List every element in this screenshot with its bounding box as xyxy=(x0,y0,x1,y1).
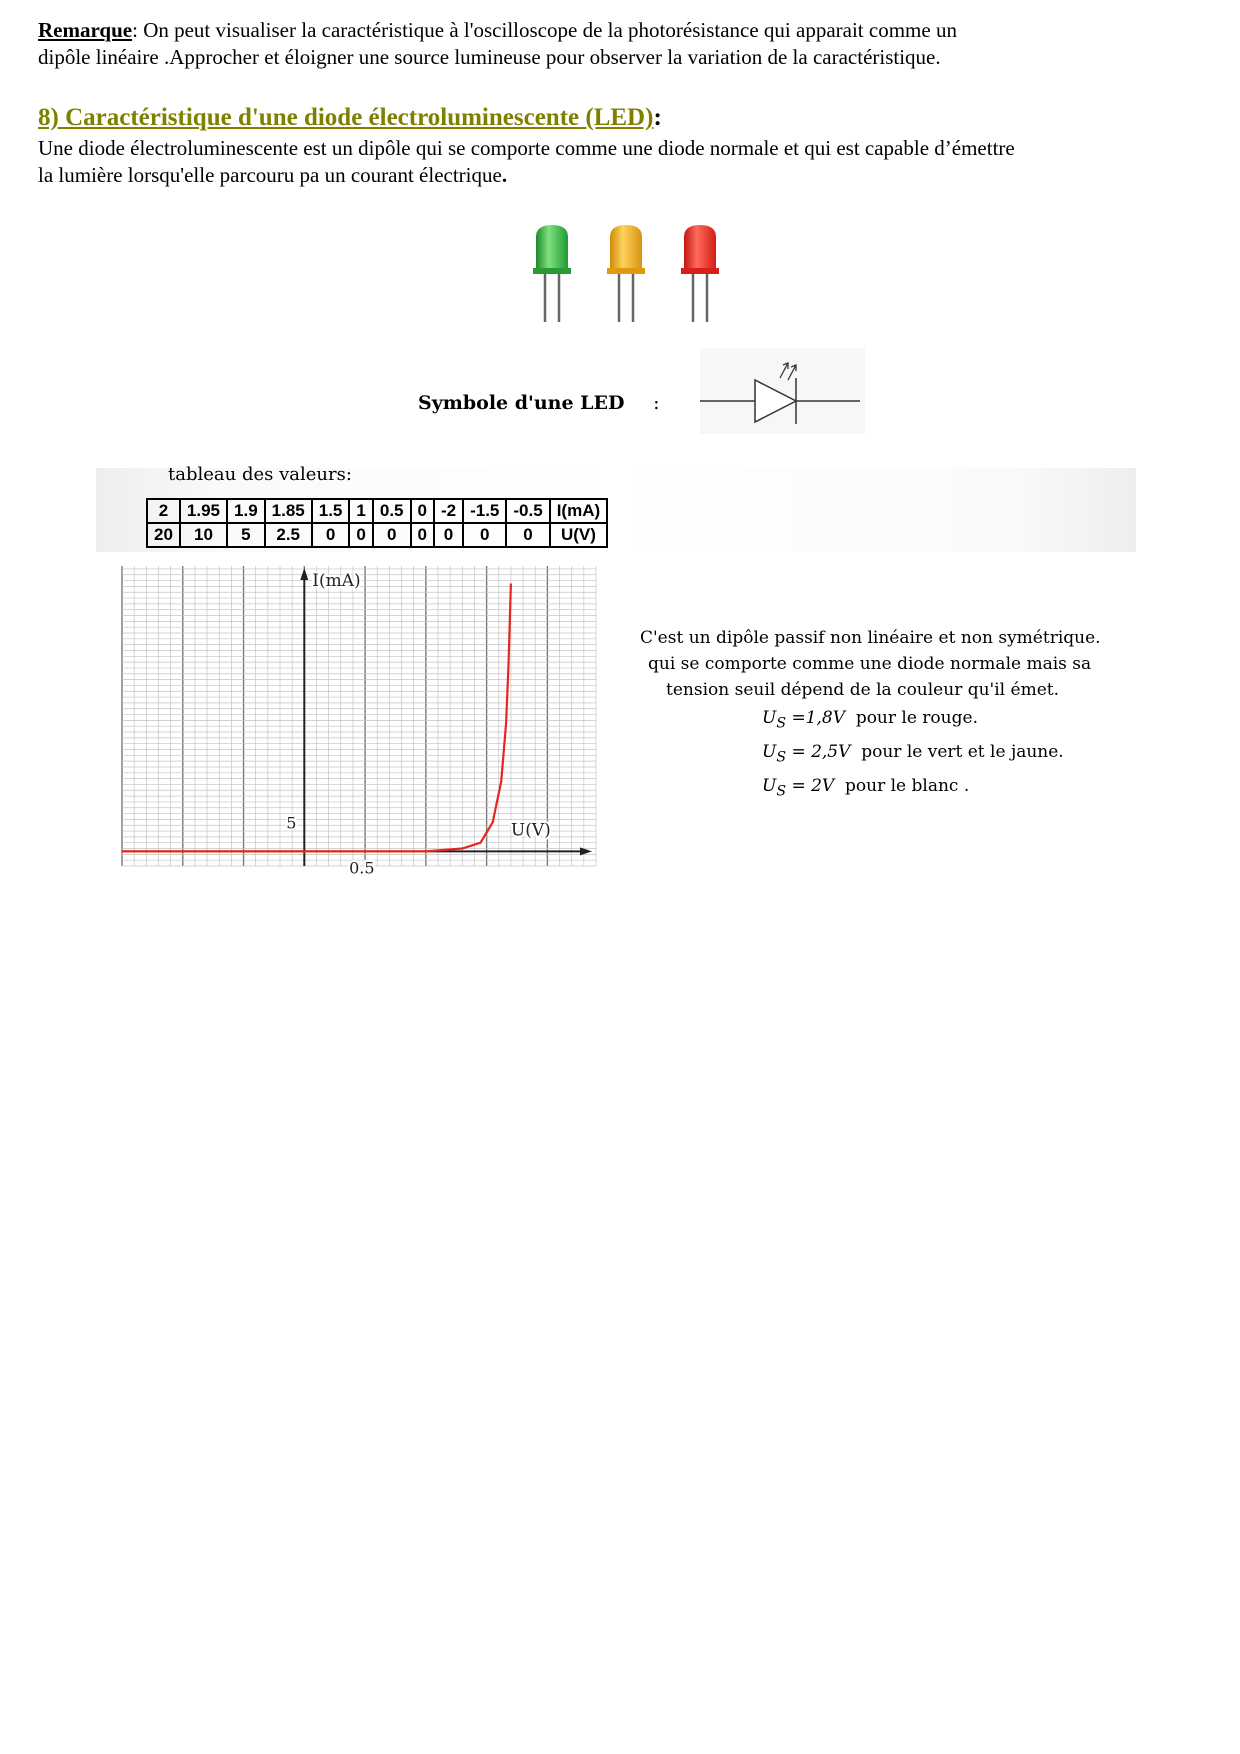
table-cell: 0 xyxy=(434,523,463,547)
threshold-white xyxy=(762,773,969,804)
intro-line-2-text: la lumière lorsqu'elle parcouru pa un courant électrique xyxy=(38,163,502,187)
table-cell: U(V) xyxy=(550,523,607,547)
description-line-1: C'est un dipôle passif non linéaire et non symétrique. xyxy=(640,628,1101,648)
symbol-colon: : xyxy=(653,392,660,414)
threshold-sub: S xyxy=(776,715,787,732)
threshold-text: pour le vert et le jaune. xyxy=(861,742,1064,762)
table-cell: 1.85 xyxy=(265,499,312,523)
section-title xyxy=(38,103,662,133)
intro-line-2 xyxy=(38,162,507,189)
threshold-text: pour le rouge. xyxy=(855,708,978,728)
threshold-text: pour le blanc . xyxy=(845,776,970,796)
threshold-red xyxy=(762,705,978,736)
table-cell: -2 xyxy=(434,499,463,523)
section-title-main: 8) Caractéristique d'une diode électroluminescente xyxy=(38,104,580,131)
description-line-3: tension seuil dépend de la couleur qu'il émet. xyxy=(666,680,1059,700)
y-tick-label: 5 xyxy=(286,813,297,833)
threshold-sub: S xyxy=(776,783,787,800)
y-axis-arrow-icon xyxy=(300,568,308,580)
x-tick-label: 0.5 xyxy=(349,858,375,878)
table-cell: -0.5 xyxy=(506,499,549,523)
remark-line-2: dipôle linéaire .Approcher et éloigner une source lumineuse pour observer la variation de la caractéristique. xyxy=(38,45,941,69)
intro-line-2-end: . xyxy=(501,163,508,187)
table-cell: 0 xyxy=(349,523,372,547)
characteristic-chart xyxy=(122,566,596,878)
x-axis-label: U(V) xyxy=(510,820,551,841)
table-cell: 0 xyxy=(411,499,434,523)
table-cell: 1.5 xyxy=(312,499,350,523)
table-cell: 0.5 xyxy=(373,499,411,523)
description-line-2: qui se comporte comme une diode normale mais sa xyxy=(648,654,1092,674)
intro-line-1: Une diode électroluminescente est un dipôle qui se comporte comme une diode normale et qui est capable d’émettre xyxy=(38,136,1015,160)
table-cell: 20 xyxy=(147,523,180,547)
threshold-symbol: U xyxy=(762,708,777,728)
table-cell: -1.5 xyxy=(463,499,506,523)
table-cell: 0 xyxy=(411,523,434,547)
threshold-symbol: U xyxy=(762,742,777,762)
led-symbol-icon xyxy=(700,348,865,434)
table-cell: 0 xyxy=(373,523,411,547)
threshold-value: =1,8V xyxy=(791,708,845,728)
led-red xyxy=(681,225,719,322)
y-axis-label: I(mA) xyxy=(312,571,361,591)
threshold-green-yellow xyxy=(762,739,1064,770)
table-cell: 10 xyxy=(180,523,227,547)
remark-line-1: : On peut visualiser la caractéristique à l'oscilloscope de la photorésistance qui apparait comme un xyxy=(132,18,957,42)
table-cell: 0 xyxy=(506,523,549,547)
remark-paragraph xyxy=(38,17,957,44)
values-table xyxy=(146,498,608,548)
threshold-value: = 2,5V xyxy=(791,742,851,762)
table-cell: 2.5 xyxy=(265,523,312,547)
table-row-voltage xyxy=(147,523,607,547)
led-photo xyxy=(530,222,730,324)
symbol-label-text: Symbole d'une LED xyxy=(418,392,625,414)
table-cell: 1 xyxy=(349,499,372,523)
table-caption: tableau des valeurs: xyxy=(168,464,352,485)
table-cell: 1.9 xyxy=(227,499,265,523)
section-title-colon: : xyxy=(653,104,662,131)
threshold-value: = 2V xyxy=(791,776,835,796)
table-cell: I(mA) xyxy=(550,499,607,523)
led-green xyxy=(533,225,571,322)
remark-label: Remarque xyxy=(38,18,133,42)
table-cell: 2 xyxy=(147,499,180,523)
table-cell: 5 xyxy=(227,523,265,547)
led-yellow xyxy=(607,225,645,322)
symbol-label xyxy=(418,392,660,414)
threshold-sub: S xyxy=(776,749,787,766)
threshold-symbol: U xyxy=(762,776,777,796)
table-cell: 0 xyxy=(463,523,506,547)
table-row-current xyxy=(147,499,607,523)
section-title-paren: (LED) xyxy=(579,104,654,131)
table-cell: 1.95 xyxy=(180,499,227,523)
table-cell: 0 xyxy=(312,523,350,547)
